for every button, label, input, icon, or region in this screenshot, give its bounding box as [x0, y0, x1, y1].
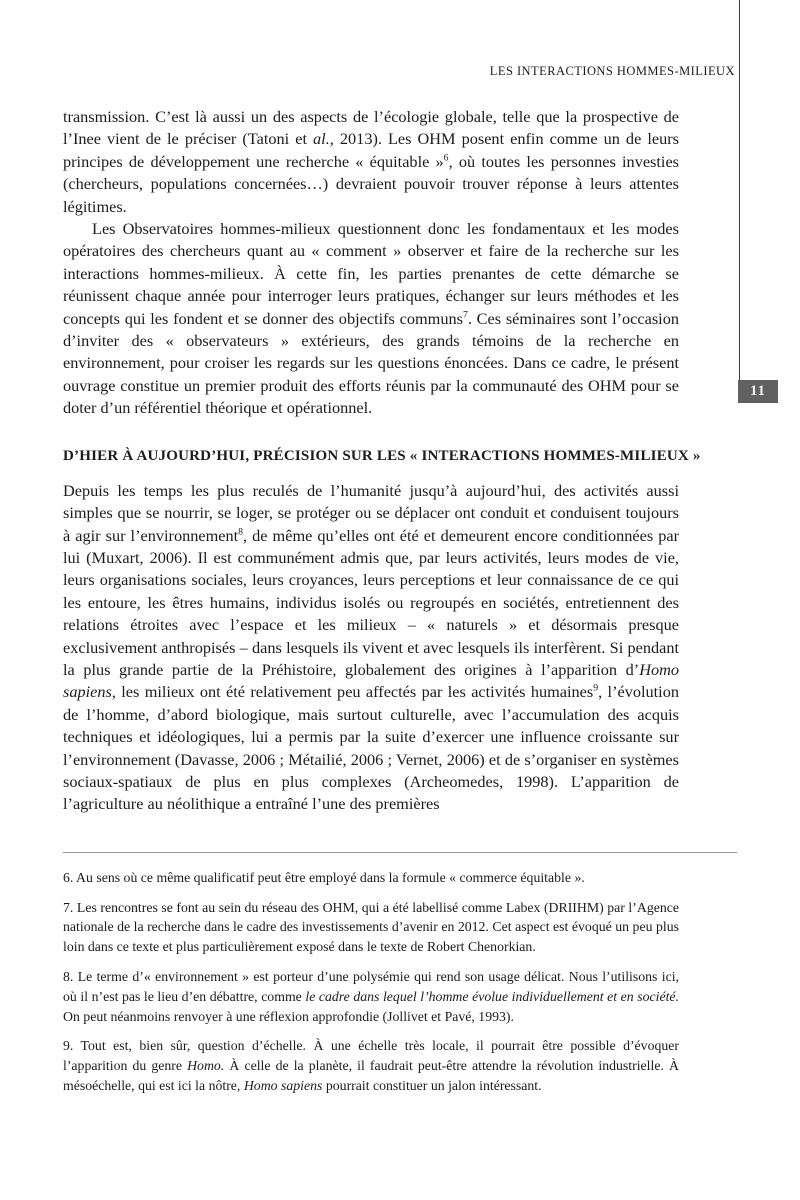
- text-run: , les milieux ont été relativement peu affectés par les activités humaines: [111, 682, 594, 702]
- margin-rule: [739, 0, 740, 380]
- italic-text-run: Homo sapiens: [243, 1077, 323, 1093]
- text-run: 8. Le terme d’« environnement » est porteur d’une polysémie qui rend son usage délicat. Nous l’utilisons ici, où il n’est pas le lieu d’en débattre, comme: [63, 968, 679, 1004]
- body-paragraph-1: [63, 106, 679, 218]
- text-run: , où toutes les personnes investies (chercheurs, populations concernées…) devraient pouvoir trouver réponse à leurs attentes légitimes.: [63, 151, 680, 216]
- page-number: 11: [750, 383, 766, 399]
- footnote-reference: 6: [443, 152, 449, 164]
- footnote-9: [63, 1036, 679, 1095]
- text-run: pourrait constituer un jalon intéressant.: [322, 1077, 542, 1093]
- body-paragraph-3: [63, 480, 679, 816]
- footnotes-section: [63, 868, 679, 1096]
- footnote-reference: 8: [238, 526, 244, 538]
- footnote-8: [63, 967, 679, 1026]
- text-run: . Ces séminaires sont l’occasion d’inviter des « observateurs » extérieurs, des grands témoins de la recherche en environnement, pour croiser les regards sur les questions énoncées. Dans ce cadre, le présent ouvrage constitue un premier produit des efforts réunis par la communauté des OHM pour se doter d’un référentiel théorique et opérationnel.: [63, 308, 679, 418]
- italic-text-run: al.,: [313, 129, 334, 149]
- section-heading: D’HIER À AUJOURD’HUI, PRÉCISION SUR LES « INTERACTIONS HOMMES-MILIEUX »: [63, 447, 701, 464]
- text-run: 9. Tout est, bien sûr, question d’échelle. À une échelle très locale, il pourrait être possible d’évoquer l’apparition du genre: [63, 1038, 679, 1074]
- footnote-separator: [63, 852, 737, 853]
- text-run: 6. Au sens où ce même qualificatif peut être employé dans la formule « commerce équitable ».: [63, 869, 585, 885]
- text-run: 7. Les rencontres se font au sein du réseau des OHM, qui a été labellisé comme Labex (DRIIHM) par l’Agence nationale de la recherche dans le cadre des investissements d’avenir en 2012. Cet aspect est évoqué un peu plus loin dans ce texte et plus particulièrement exposé dans le texte de Robert Chenorkian.: [63, 899, 679, 955]
- body-paragraph-2: [63, 218, 679, 420]
- footnote-7: [63, 898, 679, 957]
- footnote-reference: 7: [462, 309, 468, 321]
- page-number-badge: [738, 380, 778, 403]
- running-header: LES INTERACTIONS HOMMES-MILIEUX: [489, 64, 735, 78]
- text-run: Depuis les temps les plus reculés de l’humanité jusqu’à aujourd’hui, des activités aussi simples que se nourrir, se loger, se protéger ou se déplacer ont conduit et conduisent toujours à agir sur l’environnement: [63, 480, 679, 545]
- text-run: , de même qu’elles ont été et demeurent encore conditionnées par lui (Muxart, 2006). Il est communément admis que, par leurs activités, leurs modes de vie, leurs organisations sociales, leurs croyances, leurs perceptions et leur connaissance de ce qui les entoure, les êtres humains, individus isolés ou regroupés en sociétés, entretiennent des relations étroites avec l’espace et les milieux – « naturels » et désormais presque exclusivement anthropisés – dans lesquels ils vivent et avec lesquels ils interfèrent. Si pendant la plus grande partie de la Préhistoire, globalement des origines à l’apparition d’: [63, 525, 679, 679]
- italic-text-run: le cadre dans lequel l’homme évolue individuellement et en société.: [305, 988, 679, 1004]
- text-run: transmission. C’est là aussi un des aspects de l’écologie globale, telle que la prospective de l’Inee vient de le préciser (Tatoni et: [63, 107, 679, 149]
- text-run: On peut néanmoins renvoyer à une réflexion approfondie (Jollivet et Pavé, 1993).: [63, 1008, 514, 1024]
- footnote-6: [63, 868, 679, 888]
- text-run: , l’évolution de l’homme, d’abord biologique, mais surtout culturelle, avec l’accumulation des acquis techniques et idéologiques, lui a permis par la suite d’exercer une influence croissante sur l’environnement (Davasse, 2006 ; Métailié, 2006 ; Vernet, 2006) et de s’organiser en systèmes sociaux-spatiaux de plus en plus complexes (Archeomedes, 1998). L’apparition de l’agriculture au néolithique a entraîné l’une des premières: [63, 682, 679, 814]
- footnote-reference: 9: [593, 682, 599, 694]
- text-run: À celle de la planète, il faudrait peut-être attendre la révolution industrielle. À mésoéchelle, qui est ici la nôtre,: [63, 1058, 679, 1093]
- italic-text-run: Homo.: [187, 1058, 225, 1074]
- text-column: [63, 0, 701, 1106]
- italic-text-run: Homo sapiens: [63, 659, 679, 702]
- text-run: Les Observatoires hommes-milieux questionnent donc les fondamentaux et les modes opératoires des chercheurs quant au « comment » observer et faire de la recherche sur les interactions hommes-milieux. À cette fin, les parties prenantes de cette démarche se réunissent chaque année pour interroger leurs pratiques, échanger sur leurs méthodes et les concepts qui les fondent et se donner des objectifs communs: [63, 219, 679, 328]
- text-run: 2013). Les OHM posent enfin comme un de leurs principes de développement une recherche « équitable »: [63, 129, 679, 171]
